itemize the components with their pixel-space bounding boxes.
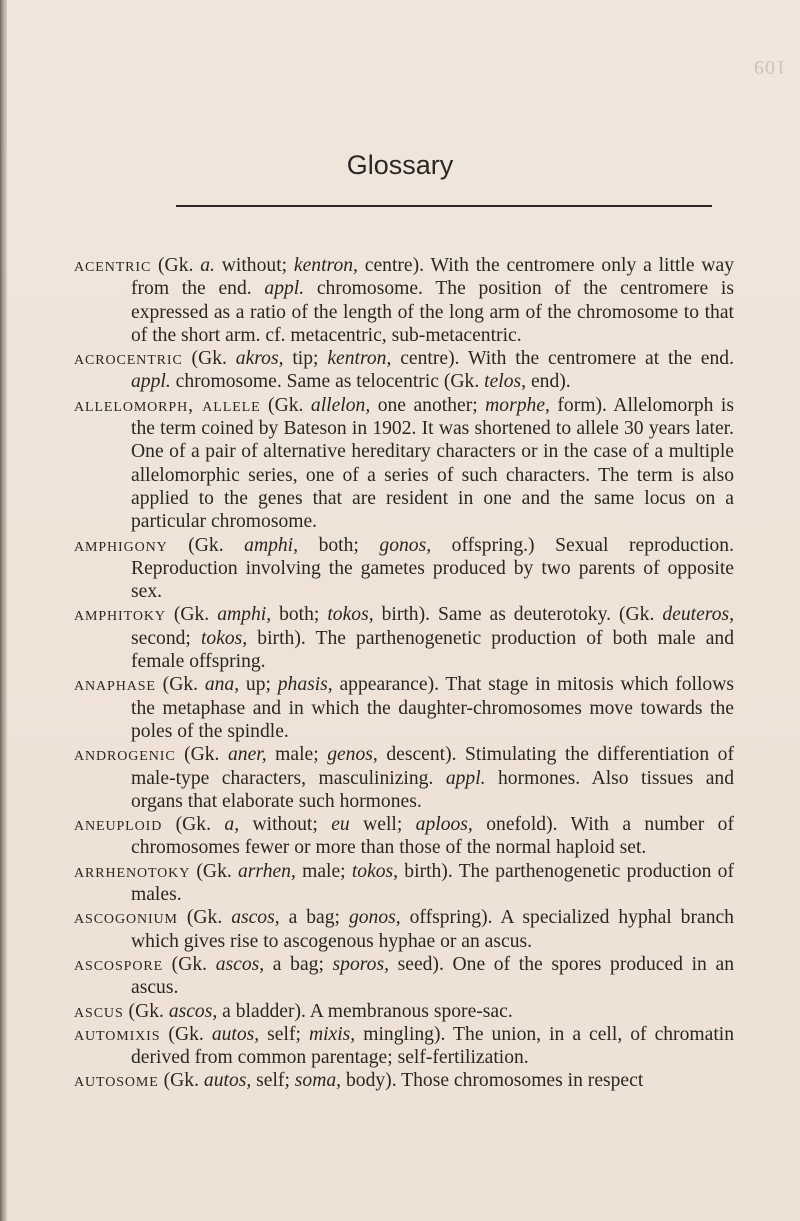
entry-text: male; [266, 744, 328, 766]
entry-italic-term: sporos, [332, 953, 389, 975]
entry-italic-term: akros, [235, 348, 284, 370]
entry-text: hormones. Also tissues and organs that elaborate such hormones. [131, 767, 735, 812]
entry-headword: ascospore [74, 953, 164, 975]
entry-italic-term: kentron, [327, 348, 392, 370]
entry-text: birth). The parthenogenetic production of males. [131, 860, 734, 906]
entry-text: without; [214, 255, 294, 276]
entry-text: chromosome. The position of the centromere is expressed as a ratio of the length of the long arm of the chromosome to that of the short arm. cf. metacentric, sub-metacentric. [131, 278, 734, 346]
entry-text: (Gk. [162, 814, 225, 836]
entry-text: centre). With the centromere only a little way from the end. [131, 255, 734, 300]
entry-text: (Gk. [163, 953, 216, 975]
entry-italic-term: autos, [211, 1023, 260, 1045]
glossary-entry [74, 906, 734, 953]
glossary-entry [74, 254, 734, 347]
entry-text: (Gk. [123, 1000, 169, 1022]
entry-italic-term: amphi, [217, 604, 272, 626]
glossary-entry [74, 1023, 734, 1070]
entry-text: without; [239, 814, 332, 836]
entry-text: (Gk. [160, 1023, 212, 1045]
glossary-entry [74, 1069, 734, 1092]
entry-text: (Gk. [175, 744, 228, 766]
entry-italic-term: tokos, [327, 604, 374, 626]
entry-text: birth). The parthenogenetic production of both male and female offspring. [131, 627, 734, 673]
glossary-entry [74, 813, 734, 860]
entry-italic-term: phasis, [277, 674, 333, 696]
entry-text: (Gk. [190, 860, 238, 882]
glossary-entry [74, 603, 734, 673]
entry-italic-term: gonos, [379, 534, 432, 556]
entry-italic-term: a. [200, 255, 215, 276]
entry-text: onefold). With a number of chromosomes fewer or more than those of the normal haploid set. [131, 814, 734, 859]
entry-text: (Gk. [177, 907, 232, 929]
entry-text: self; [251, 1070, 295, 1092]
entry-headword: allelomorph, allele [74, 394, 261, 416]
page-title: Glossary [346, 150, 454, 180]
entry-italic-term: tokos, [200, 627, 248, 649]
entry-text: (Gk. [155, 674, 205, 696]
entry-headword: ascus [74, 1000, 124, 1022]
entry-italic-term: kentron, [293, 255, 358, 276]
entry-italic-term: arrhen, [238, 860, 296, 882]
entry-text: body). Those chromosomes in respect [341, 1070, 644, 1092]
entry-text: offspring.) Sexual reproduction. Reproduction involving the gametes produced by two parents of opposite sex. [131, 534, 735, 603]
entry-italic-term: eu [331, 814, 350, 836]
entry-italic-term: gonos, [348, 907, 401, 929]
entry-headword: anaphase [74, 674, 156, 696]
entry-text: seed). One of the spores produced in an ascus. [131, 953, 734, 999]
entry-text: appearance). That stage in mitosis which follows the metaphase and in which the daughter-chromosomes move towards the poles of the spindle. [131, 674, 734, 742]
entry-text: (Gk. [151, 255, 201, 276]
entry-text: a bag; [279, 907, 349, 929]
entry-italic-term: tokos, [351, 860, 399, 882]
entry-italic-term: appl. [264, 278, 305, 300]
entry-text: tip; [283, 348, 328, 370]
entry-text: descent). Stimulating the differentiation of male-type characters, masculinizing. [131, 744, 734, 789]
entry-headword: acrocentric [74, 348, 183, 370]
glossary-entry [74, 394, 734, 534]
entry-text: end). [526, 371, 571, 393]
entry-italic-term: ascos, [215, 953, 265, 975]
glossary-entry [74, 860, 734, 907]
entry-italic-term: appl. [131, 371, 171, 393]
entry-text: offspring). A specialized hyphal branch which gives rise to ascogenous hyphae or an ascus. [131, 907, 734, 952]
entry-headword: aneuploid [74, 814, 163, 836]
entry-italic-term: soma, [294, 1070, 342, 1092]
entry-text: centre). With the centromere at the end. [391, 348, 734, 370]
entry-text: chromosome. Same as telocentric (Gk. [170, 371, 485, 393]
entry-text: both; [271, 604, 328, 626]
entry-text: form). Allelomorph is the term coined by Bateson in 1902. It was shortened to allele 30 years later. One of a pair of alternative hereditary characters or in the case of a multiple allelomorphic series, one of a series of such characters. The term is also applied to the genes that are resident in one and the same locus on a particular chromosome. [131, 394, 734, 533]
entry-italic-term: ascos, [168, 1000, 218, 1022]
entry-headword: arrhenotoky [74, 860, 191, 882]
entry-headword: autosome [74, 1070, 159, 1092]
entry-text: a bladder). A membranous spore-sac. [217, 1000, 513, 1022]
entry-italic-term: mixis, [308, 1023, 356, 1045]
entry-italic-term: ana, [204, 674, 240, 696]
glossary-entry [74, 534, 734, 604]
entry-italic-term: aploos, [415, 814, 473, 836]
title-rule [176, 205, 712, 207]
entry-text: up; [239, 674, 278, 696]
binding-edge [0, 0, 7, 1221]
entry-italic-term: genos, [327, 744, 378, 766]
entry-text: second; [131, 627, 201, 649]
entry-text: (Gk. [167, 534, 245, 556]
entry-italic-term: telos, [484, 371, 527, 393]
entry-headword: acentric [74, 255, 152, 276]
entry-text: well; [349, 814, 416, 836]
entry-headword: ascogonium [74, 907, 178, 929]
page-number: 109 [753, 56, 786, 78]
glossary-entry [74, 673, 734, 743]
entry-text: (Gk. [182, 348, 236, 370]
entry-italic-term: ascos, [231, 907, 280, 929]
entry-headword: amphitoky [74, 604, 166, 626]
entry-text: birth). Same as deuterotoky. (Gk. [373, 604, 663, 626]
entry-headword: automixis [74, 1023, 161, 1045]
entry-text: (Gk. [165, 604, 218, 626]
entry-italic-term: allelon, [310, 394, 371, 416]
entry-text: male; [295, 860, 352, 882]
entry-italic-term: a, [224, 814, 240, 836]
entry-text: (Gk. [158, 1070, 204, 1092]
entry-italic-term: deuteros, [662, 604, 735, 626]
entry-headword: androgenic [74, 744, 176, 766]
entry-italic-term: autos, [203, 1070, 252, 1092]
entry-headword: amphigony [74, 534, 168, 556]
entry-text: both; [298, 534, 380, 556]
entry-italic-term: aner, [227, 744, 267, 766]
entry-text: one another; [370, 394, 486, 416]
entry-text: self; [259, 1023, 309, 1045]
glossary-entry [74, 1000, 734, 1023]
entry-italic-term: appl. [445, 767, 486, 789]
entry-text: mingling). The union, in a cell, of chromatin derived from common parentage; self-fertilization. [131, 1023, 735, 1069]
entry-italic-term: amphi, [244, 534, 299, 556]
glossary-entry [74, 347, 734, 394]
entry-text: a bag; [264, 953, 333, 975]
entry-text: (Gk. [260, 394, 311, 416]
glossary-entry [74, 743, 734, 813]
glossary-entry [74, 953, 734, 1000]
glossary-entries [74, 254, 734, 1093]
entry-italic-term: morphe, [485, 394, 550, 416]
